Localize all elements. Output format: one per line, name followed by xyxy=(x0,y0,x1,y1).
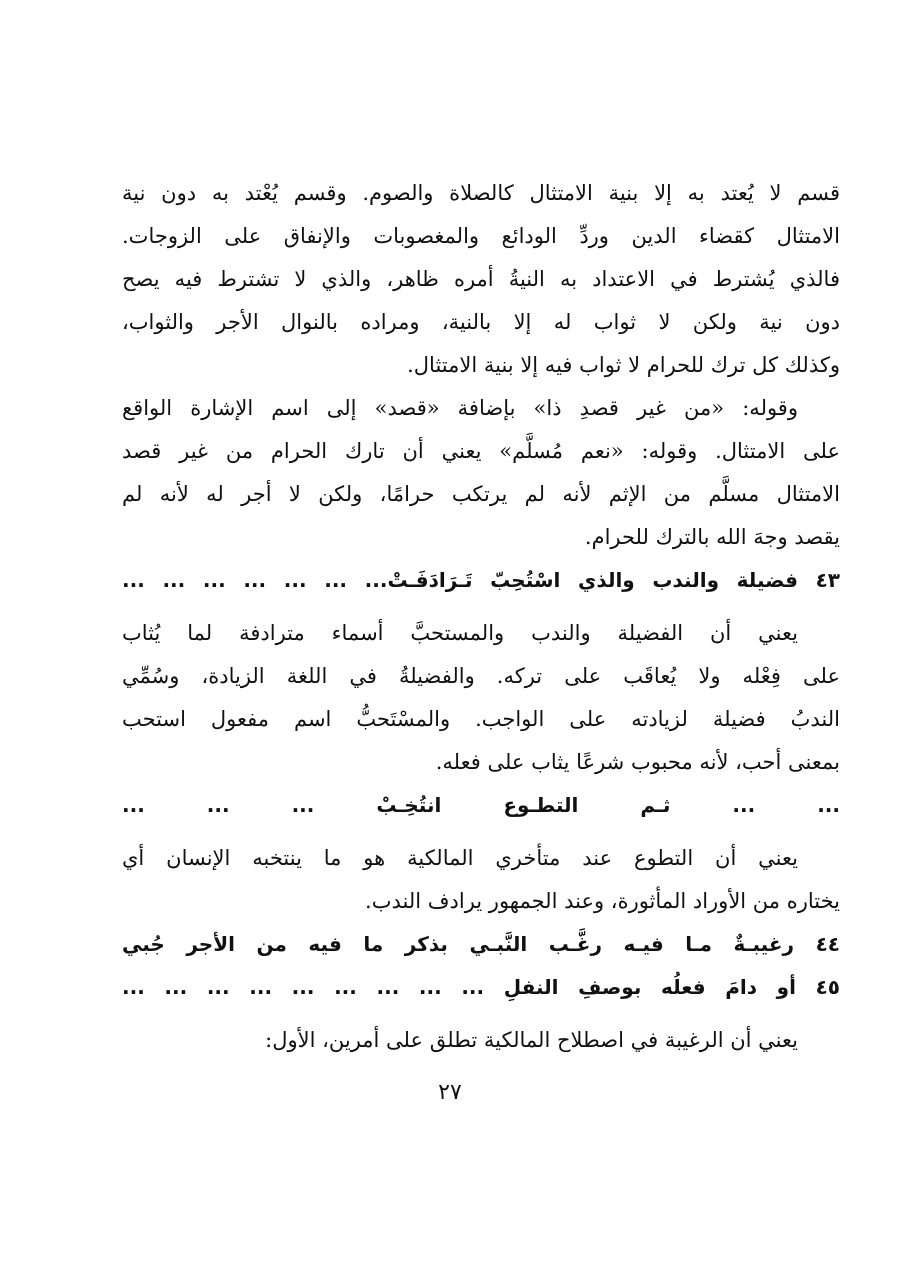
text-line: يعني أن التطوع عند متأخري المالكية هو ما ينتخبه الإنسان أي xyxy=(122,846,798,870)
text-line: وقوله: «من غير قصدِ ذا» بإضافة «قصد» إلى اسم الإشارة الواقع xyxy=(122,396,798,420)
text-line: الامتثال كقضاء الدين وردِّ الودائع والمغصوبات والإنفاق على الزوجات. xyxy=(122,224,840,248)
paragraph-ruling-intention xyxy=(122,172,840,387)
text-line: الامتثال مسلَّم من الإثم لأنه لم يرتكب حرامًا، ولكن لا أجر له لأنه لم xyxy=(122,482,840,506)
page-number: ٢٧ xyxy=(438,1080,462,1105)
verse-45: ٤٥ أو دامَ فعلُه بوصفِ النفلِ ... ... ... ... ... ... ... ... ... xyxy=(122,975,840,999)
text-line: على فِعْله ولا يُعاقَب على تركه. والفضيلةُ في اللغة الزيادة، وسُمِّي xyxy=(122,664,840,688)
paragraph-virtue-definition xyxy=(122,612,840,784)
text-line: بمعنى أحب، لأنه محبوب شرعًا يثاب على فعله. xyxy=(435,750,840,774)
page-body xyxy=(122,172,840,1062)
paragraph-tatawwu-definition xyxy=(122,837,840,923)
text-line: على الامتثال. وقوله: «نعم مُسلَّم» يعني أن تارك الحرام من غير قصد xyxy=(122,439,840,463)
paragraph-raghiba-definition xyxy=(122,1019,840,1062)
text-line: يعني أن الفضيلة والندب والمستحبَّ أسماء مترادفة لما يُثاب xyxy=(122,621,798,645)
verse-44: ٤٤ رغيبـةٌ مـا فيـه رغَّـب النَّبـي بذكر ما فيه من الأجر جُبي xyxy=(122,932,840,956)
text-line: يقصد وجهَ الله بالترك للحرام. xyxy=(584,525,840,549)
text-line: قسم لا يُعتد به إلا بنية الامتثال كالصلاة والصوم. وقسم يُعْتد به دون نية xyxy=(122,181,840,205)
text-line: يختاره من الأوراد المأثورة، وعند الجمهور يرادف الندب. xyxy=(365,889,840,913)
paragraph-commentary-quote xyxy=(122,387,840,559)
text-line: وكذلك كل ترك للحرام لا ثواب فيه إلا بنية الامتثال. xyxy=(407,353,840,377)
text-line: يعني أن الرغيبة في اصطلاح المالكية تطلق على أمرين، الأول: xyxy=(265,1028,798,1052)
text-line: دون نية ولكن لا ثواب له إلا بالنية، ومراده بالنوال الأجر والثواب، xyxy=(122,310,840,334)
text-line: الندبُ فضيلة لزيادته على الواجب. والمسْتَحبُّ اسم مفعول استحب xyxy=(122,707,840,731)
verse-43: ٤٣ فضيلة والندب والذي اسْتُحِبّ تَـرَادَفَـتْ... ... ... ... ... ... ... xyxy=(122,568,840,592)
text-line: فالذي يُشترط في الاعتداد به النيةُ أمره ظاهر، والذي لا تشترط فيه يصح xyxy=(122,267,840,291)
verse-tatawwu: ... ... ثـم التطـوع انتُخِـبْ ... ... ... xyxy=(122,793,840,817)
